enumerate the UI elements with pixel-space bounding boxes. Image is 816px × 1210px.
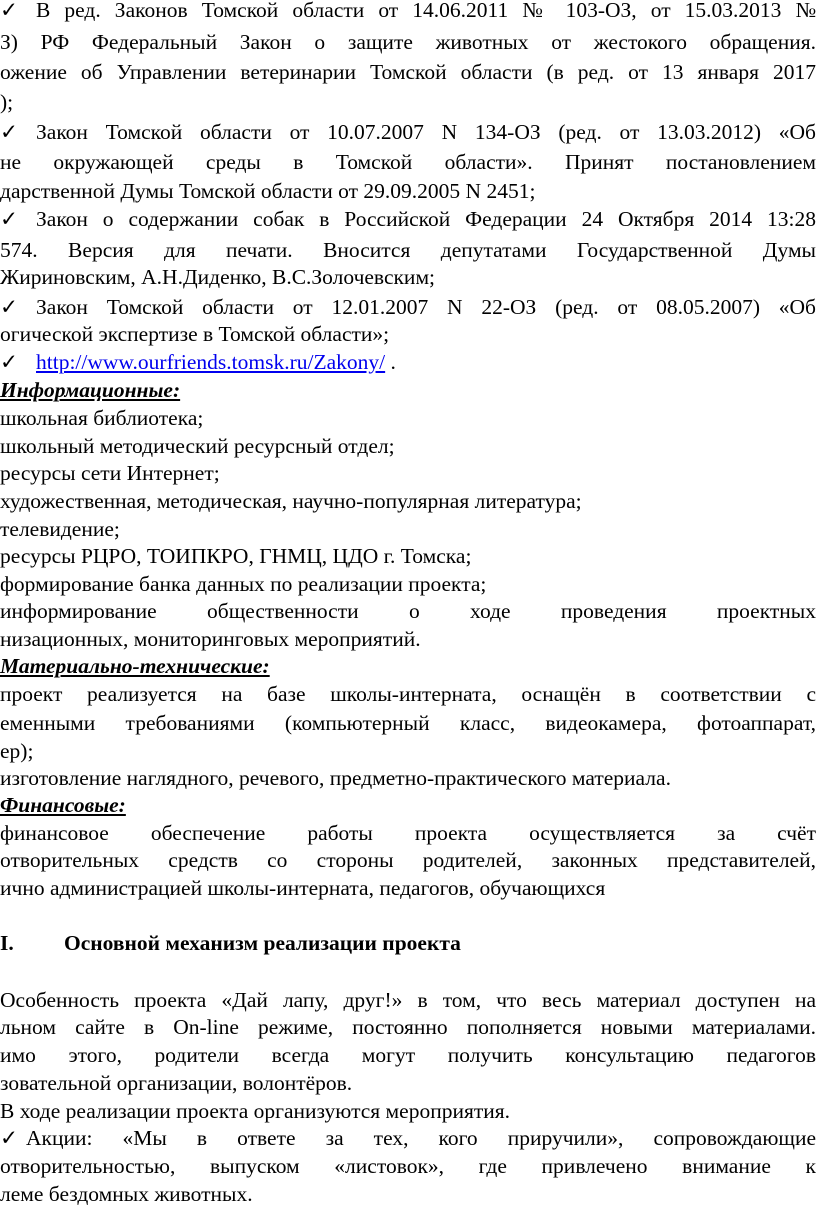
list-item: школьная библиотека; <box>0 406 204 430</box>
legal-line: ✓ Закон Томской области от 10.07.2007 N 134-ОЗ (ред. от 13.03.2012) «Об <box>0 118 816 147</box>
list-item: низационных, мониторинговых мероприятий. <box>0 627 421 651</box>
check-icon: ✓ <box>0 120 19 144</box>
paragraph-line: зовательной организации, волонтёров. <box>0 1071 353 1095</box>
list-item: телевидение; <box>0 517 120 541</box>
check-icon: ✓ <box>0 0 19 22</box>
section-heading-info: Информационные: <box>0 378 181 402</box>
list-item: изготовление наглядного, речевого, предметно-практического материала. <box>0 766 671 790</box>
list-item: формирование банка данных по реализации проекта; <box>0 572 487 596</box>
paragraph-line: ✓ Акции: «Мы в ответе за тех, кого приручили», сопровождающие <box>0 1124 816 1153</box>
list-item: ично администрацией школы-интерната, педагогов, обучающихся <box>0 876 606 900</box>
legal-line: ✓ В ред. Законов Томской области от 14.06.2011 № 103-ОЗ, от 15.03.2013 № <box>0 0 816 25</box>
list-item: ресурсы РЦРО, ТОИПКРО, ГНМЦ, ЦДО г. Томска; <box>0 544 472 568</box>
legal-line: огической экспертизе в Томской области»; <box>0 322 390 346</box>
list-item: художественная, методическая, научно-популярная литература; <box>0 489 582 513</box>
check-icon: ✓ <box>0 350 19 374</box>
list-item: еменными требованиями (компьютерный класс, видеокамера, фотоаппарат, <box>0 711 816 735</box>
legal-line: дарственной Думы Томской области от 29.09.2005 N 2451; <box>0 179 536 203</box>
list-item: финансовое обеспечение работы проекта осуществляется за счёт <box>0 821 816 845</box>
check-icon: ✓ <box>0 1126 19 1150</box>
list-item: ер); <box>0 739 34 763</box>
legal-line: ); <box>0 90 14 114</box>
paragraph-line: В ходе реализации проекта организуются мероприятия. <box>0 1099 511 1123</box>
legal-line: ✓ Закон Томской области от 12.01.2007 N 22-ОЗ (ред. от 08.05.2007) «Об <box>0 293 816 322</box>
list-item: проект реализуется на базе школы-интерната, оснащён в соответствии с <box>0 682 816 706</box>
legal-line: З) РФ Федеральный Закон о защите животных от жестокого обращения. <box>0 30 816 54</box>
paragraph-line: Особенность проекта «Дай лапу, друг!» в том, что весь материал доступен на <box>0 988 816 1012</box>
list-item: ресурсы сети Интернет; <box>0 461 220 485</box>
section-heading-finance: Финансовые: <box>0 793 126 817</box>
legal-line: ожение об Управлении ветеринарии Томской области (в ред. от 13 января 2017 <box>0 60 816 84</box>
paragraph-line: имо этого, родители всегда могут получить консультацию педагогов <box>0 1043 816 1067</box>
section-title: I. Основной механизм реализации проекта <box>0 931 461 955</box>
list-item: информирование общественности о ходе проведения проектных <box>0 599 816 623</box>
legal-line: ✓ Закон о содержании собак в Российской Федерации 24 Октября 2014 13:28 <box>0 205 816 234</box>
paragraph-line: льном сайте в On-line режиме, постоянно пополняется новыми материалами. <box>0 1015 816 1039</box>
legal-line: Жириновским, А.Н.Диденко, В.С.Золочевским; <box>0 265 436 289</box>
list-item: школьный методический ресурсный отдел; <box>0 434 395 458</box>
legal-line: 574. Версия для печати. Вносится депутатами Государственной Думы <box>0 238 816 262</box>
list-item: отворительных средств со стороны родителей, законных представителей, <box>0 848 816 872</box>
paragraph-line: лемe бездомных животных. <box>0 1182 253 1206</box>
paragraph-line: отворительностью, выпуском «листовок», где привлечено внимание к <box>0 1154 816 1178</box>
section-heading-material: Материально-технические: <box>0 654 270 678</box>
laws-link[interactable]: http://www.ourfriends.tomsk.ru/Zakony/ <box>36 350 386 374</box>
legal-line: не окружающей среды в Томской области». Принят постановлением <box>0 150 816 174</box>
check-icon: ✓ <box>0 295 19 319</box>
check-icon: ✓ <box>0 207 19 231</box>
link-line: ✓ http://www.ourfriends.tomsk.ru/Zakony/ . <box>0 348 816 377</box>
